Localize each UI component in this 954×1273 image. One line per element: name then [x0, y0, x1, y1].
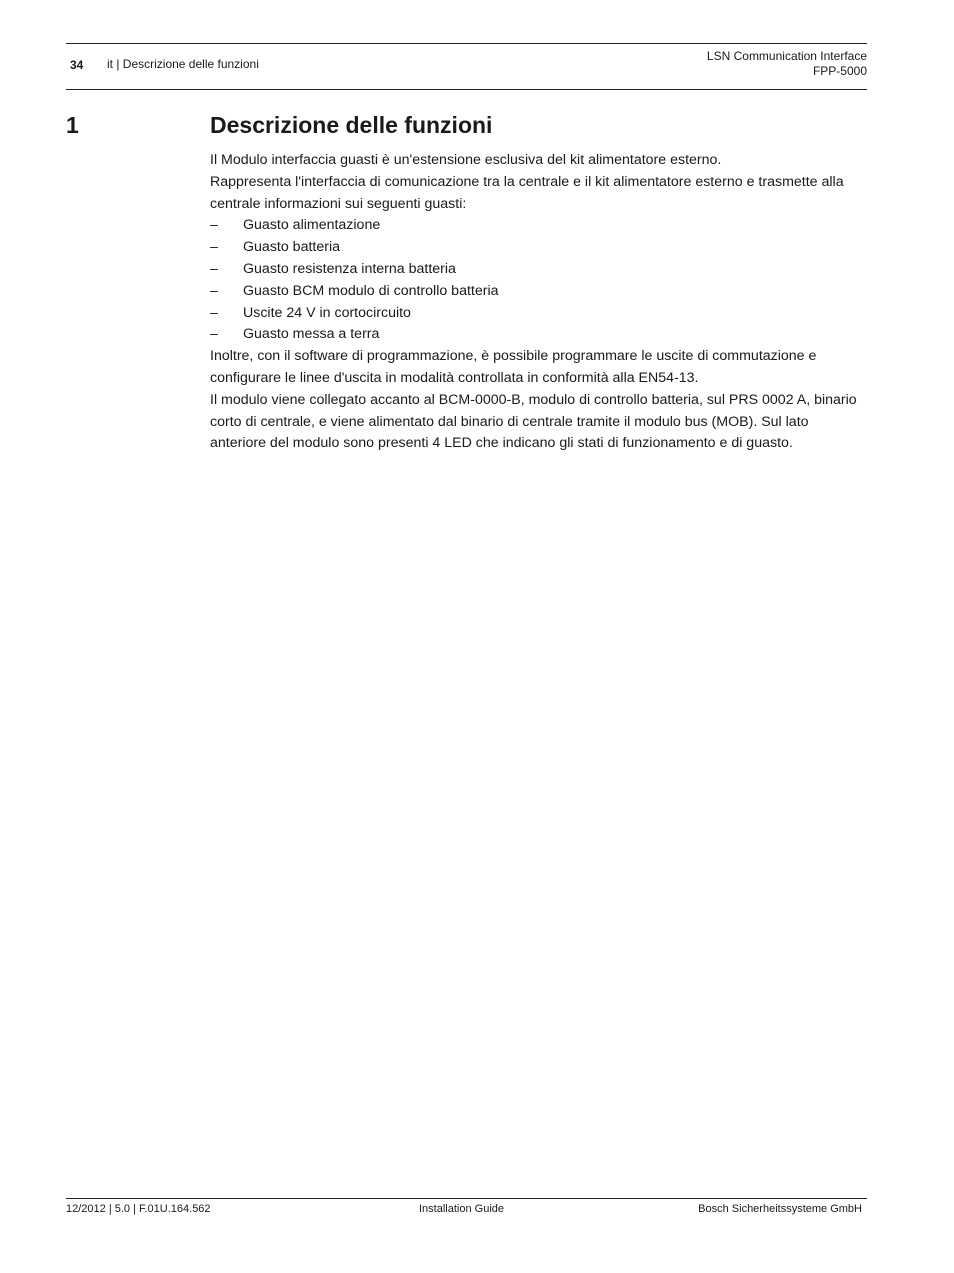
chapter-body: [210, 150, 860, 455]
dash-bullet: –: [210, 282, 218, 299]
footer-document-type: Installation Guide: [419, 1203, 504, 1215]
dash-bullet: –: [210, 304, 218, 321]
intro-paragraph-2: Rappresenta l'interfaccia di comunicazione tra la centrale e il kit alimentatore esterno e trasmette alla centrale informazioni sui seguenti guasti:: [210, 173, 844, 212]
chapter-number: 1: [66, 112, 79, 138]
list-item-text: Guasto alimentazione: [243, 217, 381, 234]
dash-bullet: –: [210, 239, 218, 256]
product-name: LSN Communication Interface: [706, 49, 867, 63]
dash-bullet: –: [210, 260, 218, 277]
list-item-text: Guasto messa a terra: [243, 326, 380, 343]
dash-bullet: –: [210, 217, 218, 234]
list-item: [210, 237, 860, 259]
header-bottom-rule: [66, 89, 867, 90]
list-item: [210, 281, 860, 303]
intro-paragraph-1: Il Modulo interfaccia guasti è un'estensione esclusiva del kit alimentatore esterno.: [210, 152, 722, 168]
list-item: [210, 324, 860, 346]
list-item-text: Uscite 24 V in cortocircuito: [243, 304, 411, 321]
dash-bullet: –: [210, 326, 218, 343]
footer-rule: [66, 1198, 867, 1199]
list-item-text: Guasto batteria: [243, 239, 341, 256]
footer-document-id: 12/2012 | 5.0 | F.01U.164.562: [66, 1203, 211, 1215]
list-item: [210, 259, 860, 281]
programming-paragraph: Inoltre, con il software di programmazione, è possibile programmare le uscite di commutazione e configurare le linee d'uscita in modalità controllata in conformità alla EN54-13.: [210, 348, 817, 386]
list-item-text: Guasto resistenza interna batteria: [243, 260, 456, 277]
page-number: 34: [70, 58, 84, 72]
chapter-title: Descrizione delle funzioni: [210, 112, 493, 138]
header-top-rule: [66, 43, 867, 44]
running-header-section: it | Descrizione delle funzioni: [107, 57, 259, 71]
product-code: FPP-5000: [812, 64, 867, 78]
list-item-text: Guasto BCM modulo di controllo batteria: [243, 282, 499, 299]
running-header-product: [707, 49, 867, 79]
footer-company: Bosch Sicherheitssysteme GmbH: [698, 1203, 862, 1215]
installation-paragraph: Il modulo viene collegato accanto al BCM-0000-B, modulo di controllo batteria, sul PRS 0002 A, binario corto di centrale, e viene alimentato dal binario di centrale tramite il modulo bus (MOB). Sul lato anteriore del modulo sono presenti 4 LED che indicano gli stati di funzionamento e di guasto.: [210, 391, 857, 452]
list-item: [210, 303, 860, 325]
fault-list: [210, 215, 860, 346]
list-item: [210, 215, 860, 237]
